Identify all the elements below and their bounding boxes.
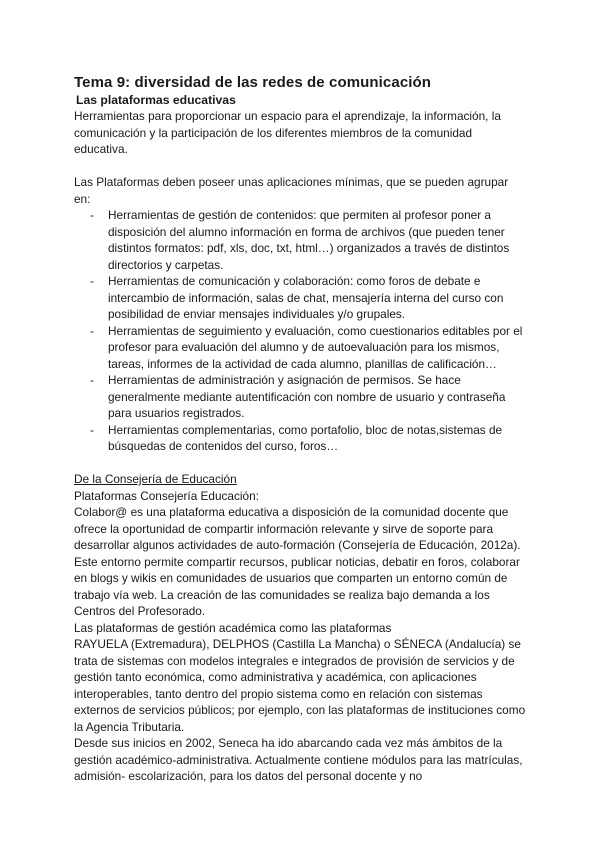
list-item-text: Herramientas complementarias, como portafolio, bloc de notas,sistemas de búsquedas de contenidos del curso, foros…: [108, 422, 503, 453]
management-paragraph: RAYUELA (Extremadura), DELPHOS (Castilla La Mancha) o SÉNECA (Andalucía) se trata de sistemas con modelos integrales e integrados de provisión de servicios y de gestión tanto económica, como administrativa y académica, con aplicaciones interoperables, tanto dentro del propio sistema como en relación con sistemas externos de servicios públicos; por ejemplo, con las plataformas de instituciones como la Agencia Tributaria.: [74, 637, 526, 734]
list-item: [74, 323, 526, 373]
tools-list: [74, 207, 526, 455]
list-item: [74, 207, 526, 273]
bullet-dash: -: [90, 274, 94, 288]
document-content: [74, 73, 526, 785]
page-title: Tema 9: diversidad de las redes de comunicación: [74, 74, 432, 91]
bullet-dash: -: [90, 422, 94, 437]
section-subtitle: Las plataformas educativas: [76, 93, 236, 107]
list-item: [74, 273, 526, 323]
intro-paragraph: Herramientas para proporcionar un espacio para el aprendizaje, la información, la comunicación y la participación de los diferentes miembros de la comunidad educativa.: [74, 109, 501, 156]
list-item-text: Herramientas de comunicación y colaboración: como foros de debate e intercambio de información, salas de chat, mensajería interna del curso con posibilidad de enviar mensajes individuales y/o grupales.: [108, 274, 504, 321]
platforms-intro-paragraph: Las Plataformas deben poseer unas aplicaciones mínimas, que se pueden agrupar en:: [74, 175, 509, 206]
bullet-dash: -: [90, 373, 94, 387]
list-item: [74, 372, 526, 422]
paragraph-spacer: [74, 455, 526, 472]
list-item: [74, 422, 526, 455]
list-item-text: Herramientas de gestión de contenidos: que permiten al profesor poner a disposición del alumno información en forma de archivos (que pueden tener distintos formatos: pdf, xls, doc, txt, html…) organizados a través de distintos directorios y carpetas.: [108, 208, 510, 272]
list-item-text: Herramientas de seguimiento y evaluación, como cuestionarios editables por el profesor para evaluación del alumno y de autoevaluación para los mismos, tareas, informes de la actividad de cada alumno, planillas de calificación…: [108, 323, 523, 371]
colabora-paragraph: Colabor@ es una plataforma educativa a disposición de la comunidad docente que ofrece la oportunidad de compartir información relevante y sirve de soporte para desarrollar algunos actividades de auto-formación (Consejería de Educación, 2012a). Este entorno permite compartir recursos, publicar noticias, debatir en foros, colaborar en blogs y wikis en comunidades de usuarios que comparten un entorno común de trabajo vía web. La creación de las comunidades se realiza bajo demanda a los Centros del Profesorado.: [74, 505, 521, 618]
bullet-dash: -: [90, 323, 94, 338]
seneca-paragraph: Desde sus inicios en 2002, Seneca ha ido abarcando cada vez más ámbitos de la gestión académico-administrativa. Actualmente contiene módulos para las matrículas, admisión- escolarización, para los datos del personal docente y no: [74, 736, 523, 783]
list-item-text: Herramientas de administración y asignación de permisos. Se hace generalmente mediante autentificación con nombre de usuario y contraseña para usuarios registrados.: [108, 373, 506, 420]
bullet-dash: -: [90, 208, 94, 222]
platforms-label: Plataformas Consejería Educación:: [74, 488, 259, 503]
paragraph-spacer: [74, 158, 526, 175]
section-heading: De la Consejería de Educación: [74, 472, 237, 486]
management-intro: Las plataformas de gestión académica como las plataformas: [74, 620, 392, 635]
